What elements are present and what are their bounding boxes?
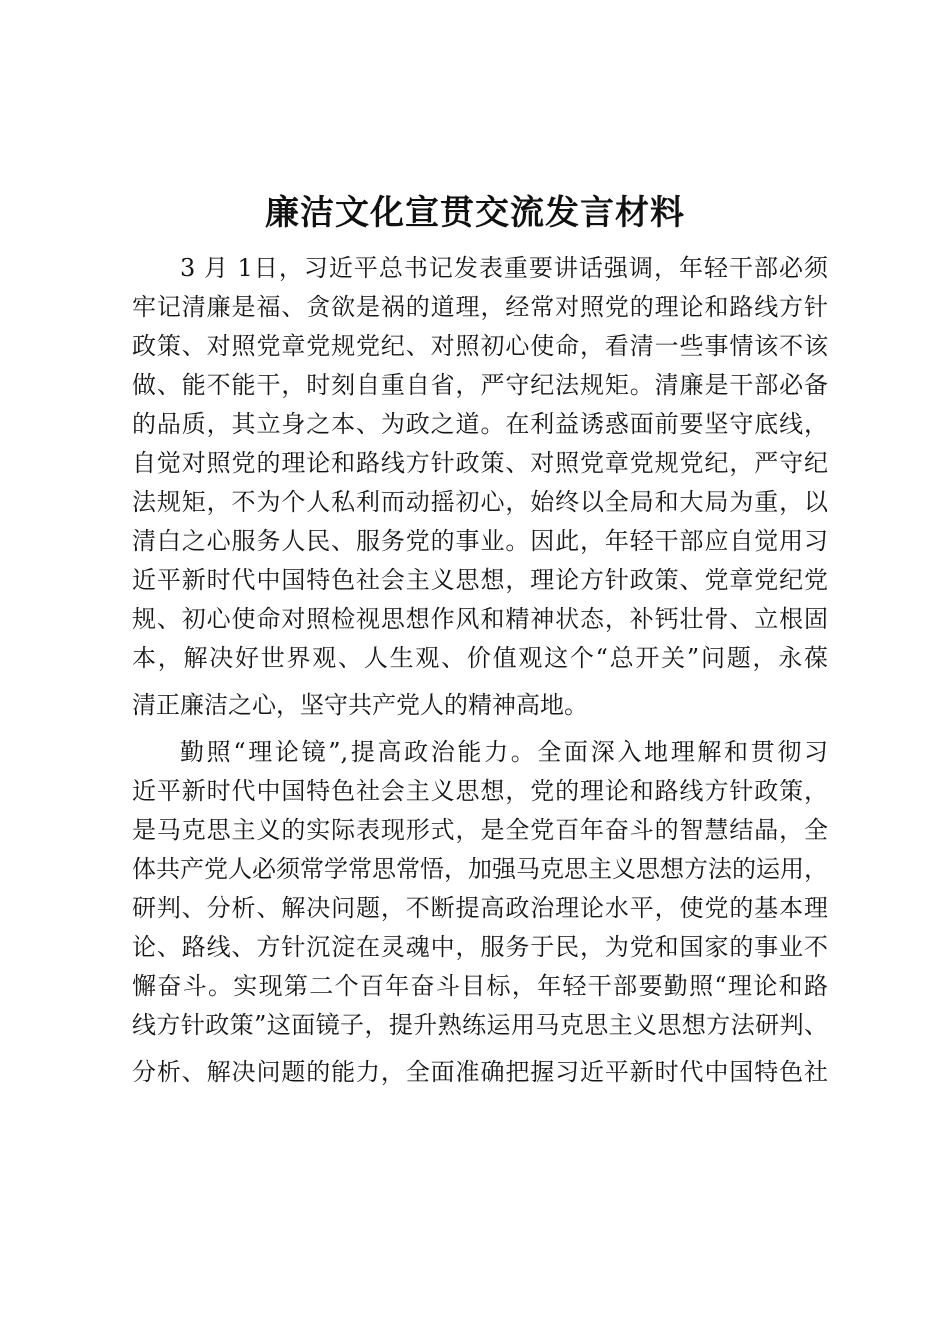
paragraph-2-line-2: 近平新时代中国特色社会主义思想，党的理论和路线方针政策， bbox=[132, 777, 828, 805]
paragraph-2-line-9: 分析、解决问题的能力，全面准确把握习近平新时代中国特色社 bbox=[132, 1058, 828, 1086]
paragraph-1-line-4: 做、能不能干，时刻自重自省，严守纪法规矩。清廉是干部必备 bbox=[132, 371, 828, 399]
paragraph-1-line-12: 清正廉洁之心，坚守共产党人的精神高地。 bbox=[132, 691, 588, 719]
paragraph-1-line-2: 牢记清廉是福、贪欲是祸的道理，经常对照党的理论和路线方针 bbox=[132, 293, 828, 321]
paragraph-1-line-1: 3 月 1日，习近平总书记发表重要讲话强调，年轻干部必须 bbox=[180, 254, 828, 282]
paragraph-2-line-3: 是马克思主义的实际表现形式，是全党百年奋斗的智慧结晶，全 bbox=[132, 816, 828, 844]
paragraph-2-line-5: 研判、分析、解决问题，不断提高政治理论水平，使党的基本理 bbox=[132, 894, 828, 922]
paragraph-1-line-3: 政策、对照党章党规党纪、对照初心使命，看清一些事情该不该 bbox=[132, 332, 828, 360]
paragraph-1-line-7: 法规矩，不为个人私利而动摇初心，始终以全局和大局为重，以 bbox=[132, 488, 828, 516]
paragraph-2-line-7: 懈奋斗。实现第二个百年奋斗目标，年轻干部要勤照“理论和路 bbox=[132, 972, 828, 1000]
paragraph-1-line-10: 规、初心使命对照检视思想作风和精神状态，补钙壮骨、立根固 bbox=[132, 605, 828, 633]
paragraph-1-line-6: 自觉对照党的理论和路线方针政策、对照党章党规党纪，严守纪 bbox=[132, 449, 828, 477]
paragraph-1-line-11: 本，解决好世界观、人生观、价值观这个“总开关”问题，永葆 bbox=[132, 644, 828, 672]
paragraph-2-line-8: 线方针政策”这面镜子，提升熟练运用马克思主义思想方法研判、 bbox=[132, 1011, 828, 1039]
paragraph-2-line-6: 论、路线、方针沉淀在灵魂中，服务于民，为党和国家的事业不 bbox=[132, 933, 828, 961]
paragraph-2-line-4: 体共产党人必须常学常思常悟，加强马克思主义思想方法的运用， bbox=[132, 855, 828, 883]
paragraph-2-line-1: 勤照“理论镜”,提高政治能力。全面深入地理解和贯彻习 bbox=[180, 738, 828, 766]
paragraph-1-line-8: 清白之心服务人民、服务党的事业。因此，年轻干部应自觉用习 bbox=[132, 527, 828, 555]
document-title: 廉洁文化宣贯交流发言材料 bbox=[265, 193, 685, 233]
paragraph-1-line-9: 近平新时代中国特色社会主义思想，理论方针政策、党章党纪党 bbox=[132, 566, 828, 594]
paragraph-1-line-5: 的品质，其立身之本、为政之道。在利益诱惑面前要坚守底线， bbox=[132, 410, 828, 438]
